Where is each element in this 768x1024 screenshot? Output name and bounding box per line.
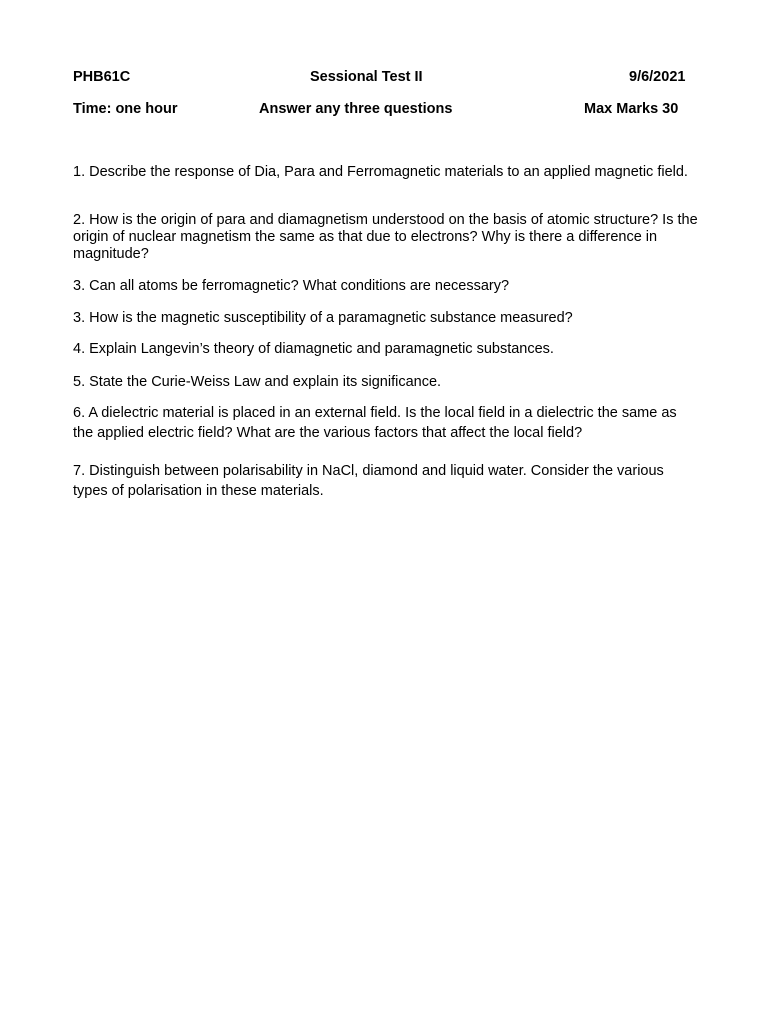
time-allowed: Time: one hour bbox=[73, 101, 178, 117]
max-marks: Max Marks 30 bbox=[584, 101, 679, 117]
question-5: 5. State the Curie-Weiss Law and explain its significance. bbox=[73, 374, 442, 390]
question-3a: 3. Can all atoms be ferromagnetic? What conditions are necessary? bbox=[73, 278, 510, 294]
question-1: 1. Describe the response of Dia, Para and Ferromagnetic materials to an applied magnetic field. bbox=[73, 164, 688, 180]
question-7: 7. Distinguish between polarisability in NaCl, diamond and liquid water. Consider the various types of polarisation in these materials. bbox=[73, 463, 664, 499]
question-4: 4. Explain Langevin’s theory of diamagnetic and paramagnetic substances. bbox=[73, 341, 554, 357]
instructions: Answer any three questions bbox=[259, 101, 453, 117]
question-6: 6. A dielectric material is placed in an external field. Is the local field in a dielectric the same as the applied electric field? What are the various factors that affect the local field? bbox=[73, 405, 677, 441]
test-name: Sessional Test II bbox=[310, 69, 423, 85]
question-3b: 3. How is the magnetic susceptibility of a paramagnetic substance measured? bbox=[73, 310, 573, 326]
course-code: PHB61C bbox=[73, 69, 131, 85]
question-2: 2. How is the origin of para and diamagnetism understood on the basis of atomic structure? Is the origin of nuclear magnetism the same as that due to electrons? Why is there a difference in magnitude? bbox=[73, 212, 698, 262]
test-date: 9/6/2021 bbox=[629, 69, 686, 85]
